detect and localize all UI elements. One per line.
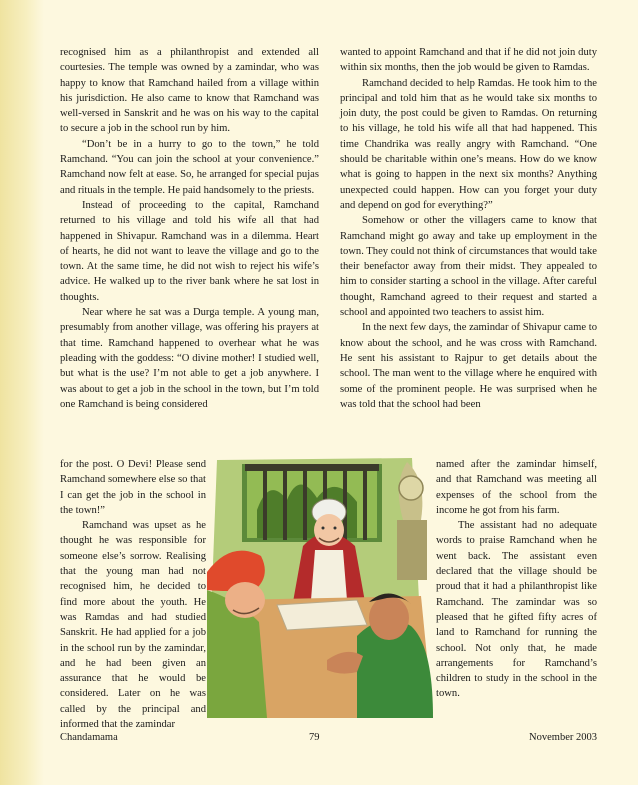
paragraph: Ramchand decided to help Ramdas. He took him to the principal and told him that as he would take six months to join duty, the post could be given to Ramdas. On returning to his village, he told his wife all that had happened. This time Chandrika was really angry with Ramchand. “One should be charitable within one’s means. How do we know what is going to happen in the next six months? Anything unexpected could happen. How can you forget your duty and depend on god for everything?” [340,77,597,211]
paragraph: “Don’t be in a hurry to go to the town,” he told Ramchand. “You can join the school at your convenience.” Ramchand now felt at ease. So, he arranged for special pujas and rituals in the temple. He paid handsomely to the priests. [60,138,319,196]
paragraph: recognised him as a philanthropist and extended all courtesies. The temple was owned by a zamindar, who was happy to know that Ramchand hailed from a village within his jurisdiction. He also came to know that Ramchand was well-versed in Sanskrit and he was on his way to the capital to secure a job in the school run by him. [60,47,319,135]
paragraph: Instead of proceeding to the capital, Ramchand returned to his village and told his wife all that had happened in Shivapur. Ramchand was in a dilemma. Heart of hearts, he did not want to leave the village and go to the town. At the same time, he did not wish to reject his wife’s advice. He walked up to the river bank where he sat lost in thoughts. [60,199,319,303]
paragraph: named after the zamindar himself, and that Ramchand was meeting all expenses of the school from the income he got from his farm. [436,459,597,516]
paragraph: In the next few days, the zamindar of Shivapur came to know about the school, and he was cross with Ramchand. He sent his assistant to Rajpur to get details about the school. The man went to the village where he enquired with some of the prominent people. He was surprised when he was told that the school had been [340,322,597,410]
paragraph: for the post. O Devi! Please send Ramchand somewhere else so that I can get the job in the school in the town!” [60,459,206,516]
ramchand-figure [207,551,267,718]
paragraph: The assistant had no adequate words to praise Ramchand when he went back. The assistant even declared that the village should be proud that it had a philanthropist like Ramchand. The zamindar was so pleased that he gifted fifty acres of land to Ramchand for running the school. Not only that, he made arrangements for Ramchand’s children to study in the school in the town. [436,520,597,700]
window-frame [242,464,382,542]
story-illustration [207,450,433,718]
paragraph: wanted to appoint Ramchand and that if he did not join duty within six months, then the job would be given to Ramdas. [340,47,597,74]
right-wrapped-text-column [436,457,597,702]
document-sheet [277,600,367,630]
page-gutter-shade [0,0,44,785]
issue-date: November 2003 [529,732,597,743]
magazine-name: Chandamama [60,732,118,743]
left-text-column [60,45,319,412]
page-number: 79 [309,732,320,743]
paragraph: Near where he sat was a Durga temple. A young man, presumably from another village, was offering his prayers at that time. Ramchand happened to overhear what he was pleading with the goddess: “O divine mother! I studied well, but what is the use? I’m not able to get a job anywhere. I was about to get a job in the school in the town, but I’m told one Ramchand is being considered [60,307,319,410]
paragraph: Somehow or other the villagers came to know that Ramchand might go away and take up employment in the town. They could not think of circumstances that would take their benefactor away from their midst. They appealed to him to consider starting a school in the village. After careful thought, Ramchand agreed to their request and started a school and appointed two teachers to assist him. [340,215,597,319]
paragraph: Ramchand was upset as he thought he was responsible for someone else’s sorrow. Realising that the young man had not recognised him, he decided to find more about the youth. He was Ramdas and had studied Sanskrit. He had applied for a job in the school run by the zamindar, and he had been given an assurance that he would be considered. Later on he was called by the principal and informed that the zamindar [60,520,206,731]
right-text-column [340,45,597,412]
left-wrapped-text-column [60,457,206,732]
